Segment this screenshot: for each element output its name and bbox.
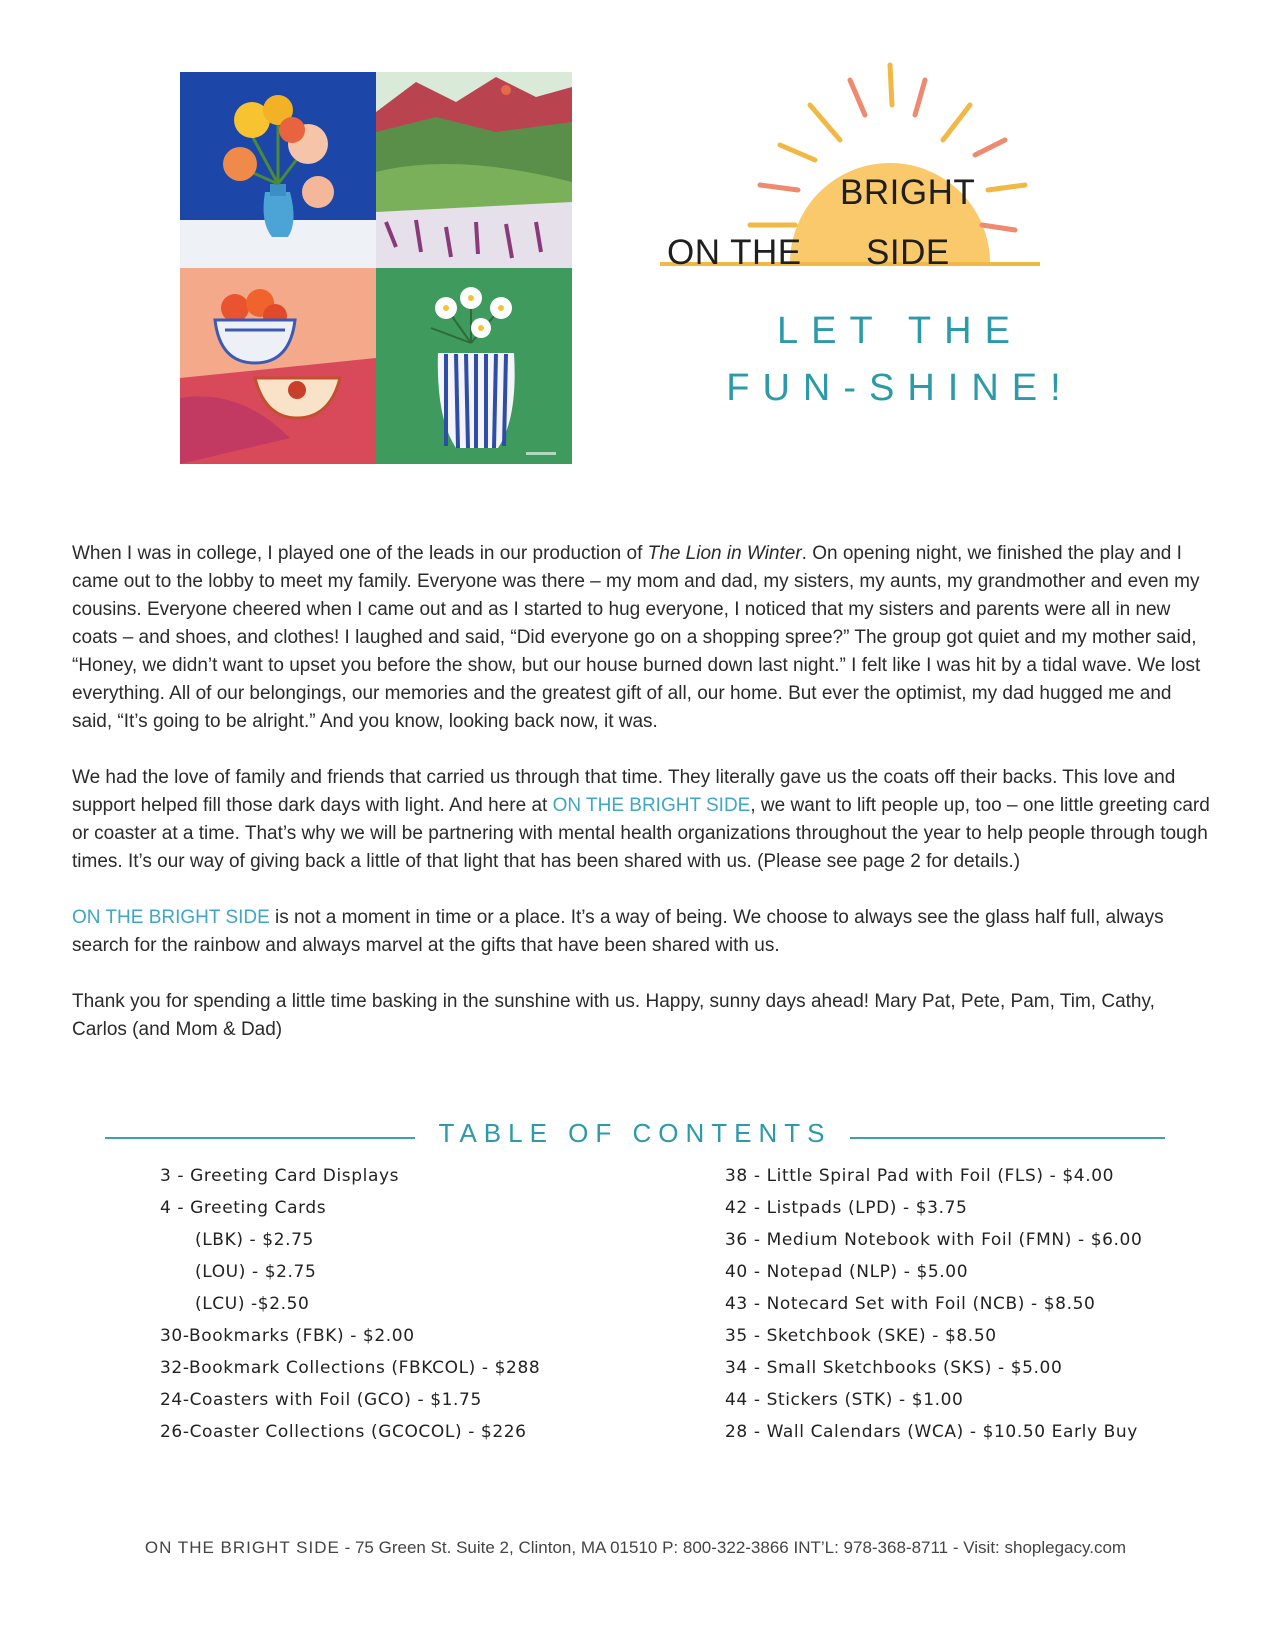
toc-item: 28 - Wall Calendars (WCA) - $10.50 Early Buy [725, 1422, 1138, 1442]
toc-item: 26-Coaster Collections (GCOCOL) - $226 [160, 1422, 527, 1442]
tagline-line-1: LET THE [777, 310, 1023, 352]
toc-item: 24-Coasters with Foil (GCO) - $1.75 [160, 1390, 482, 1410]
poppies-painting [180, 72, 376, 268]
toc-item: 43 - Notecard Set with Foil (NCB) - $8.50 [725, 1294, 1096, 1314]
toc-subitem: (LOU) - $2.75 [195, 1262, 317, 1282]
toc-item: 36 - Medium Notebook with Foil (FMN) - $6.00 [725, 1230, 1143, 1250]
welcome-letter [72, 540, 1212, 1072]
toc-item: 42 - Listpads (LPD) - $3.75 [725, 1198, 968, 1218]
toc-item: 30-Bookmarks (FBK) - $2.00 [160, 1326, 415, 1346]
toc-item: 35 - Sketchbook (SKE) - $8.50 [725, 1326, 997, 1346]
letter-paragraph-1 [72, 540, 1212, 736]
letter-text: is not a moment in time or a place. It’s a way of being. We choose to always see the glass half full, always search for the rainbow and always marvel at the gifts that have been shared with us. [72, 907, 1164, 956]
footer-brand: ON THE BRIGHT SIDE [144, 1538, 340, 1557]
letter-text: . On opening night, we finished the play and I came out to the lobby to meet my family. Everyone was there – my mom and dad, my sisters, my aunts, my grandmother and even my cousins. Everyone cheered when I came out and as I started to hug everyone, I noticed that my sisters and parents were all in new coats – and shoes, and clothes! I laughed and said, “Did everyone go on a shopping spree?” The group got quiet and my mother said, “Honey, we didn’t want to upset you before the show, but our house burned down last night.” I felt like I was hit by a tidal wave. We lost everything. All of our belongings, our memories and the greatest gift of all, our home. But ever the optimist, my dad hugged me and said, “It’s going to be alright.” And you know, looking back now, it was. [72, 543, 1201, 732]
letter-text: When I was in college, I played one of the leads in our production of [72, 543, 648, 564]
toc-subitem: (LCU) -$2.50 [195, 1294, 310, 1314]
letter-paragraph-2 [72, 764, 1212, 876]
toc-header [105, 1118, 1165, 1158]
toc-item: 38 - Little Spiral Pad with Foil (FLS) - $4.00 [725, 1166, 1115, 1186]
toc-right-column [725, 1160, 1142, 1448]
toc-item: 44 - Stickers (STK) - $1.00 [725, 1390, 964, 1410]
brand-logo [660, 55, 1100, 285]
toc-subitem: (LBK) - $2.75 [195, 1230, 314, 1250]
toc-item: 40 - Notepad (NLP) - $5.00 [725, 1262, 969, 1282]
logo-word-on-the: ON THE [667, 233, 802, 272]
footer-address: - 75 Green St. Suite 2, Clinton, MA 01510 P: 800-322-3866 INT’L: 978-368-8711 - Visit: shoplegacy.com [339, 1538, 1127, 1557]
footer-contact [0, 1538, 1271, 1558]
letter-text: We had the love of family and friends that carried us through that time. They literally gave us the coats off their backs. This love and support helped fill those dark days with light. And here at [72, 767, 1176, 816]
toc-item: 34 - Small Sketchbooks (SKS) - $5.00 [725, 1358, 1063, 1378]
toc-divider-left [105, 1137, 415, 1139]
toc-title: TABLE OF CONTENTS [438, 1118, 832, 1148]
logo-word-bright: BRIGHT [840, 173, 976, 212]
toc-item: 32-Bookmark Collections (FBKCOL) - $288 [160, 1358, 541, 1378]
toc-item: 4 - Greeting Cards [160, 1198, 327, 1218]
landscape-painting [376, 72, 572, 268]
toc-divider-right [850, 1137, 1165, 1139]
toc-left-column [160, 1160, 540, 1448]
letter-paragraph-4: Thank you for spending a little time basking in the sunshine with us. Happy, sunny days ahead! Mary Pat, Pete, Pam, Tim, Cathy, Carlos (and Mom & Dad) [72, 991, 1155, 1040]
brand-name: ON THE BRIGHT SIDE [552, 795, 751, 816]
bowls-painting [180, 268, 376, 464]
letter-text: , we want to lift people up, too – one little greeting card or coaster at a time. That’s why we will be partnering with mental health organizations throughout the year to help people through tough times. It’s our way of giving back a little of that light that has been shared with us. (Please see page 2 for details.) [72, 795, 1210, 872]
daisies-painting [376, 268, 572, 464]
play-title: The Lion in Winter [647, 543, 802, 564]
toc-item: 3 - Greeting Card Displays [160, 1166, 400, 1186]
logo-word-side: SIDE [866, 233, 950, 272]
letter-paragraph-3 [72, 904, 1212, 960]
brand-name: ON THE BRIGHT SIDE [72, 907, 270, 928]
artwork-collage [180, 72, 572, 464]
tagline-line-2: FUN-SHINE! [726, 367, 1074, 409]
